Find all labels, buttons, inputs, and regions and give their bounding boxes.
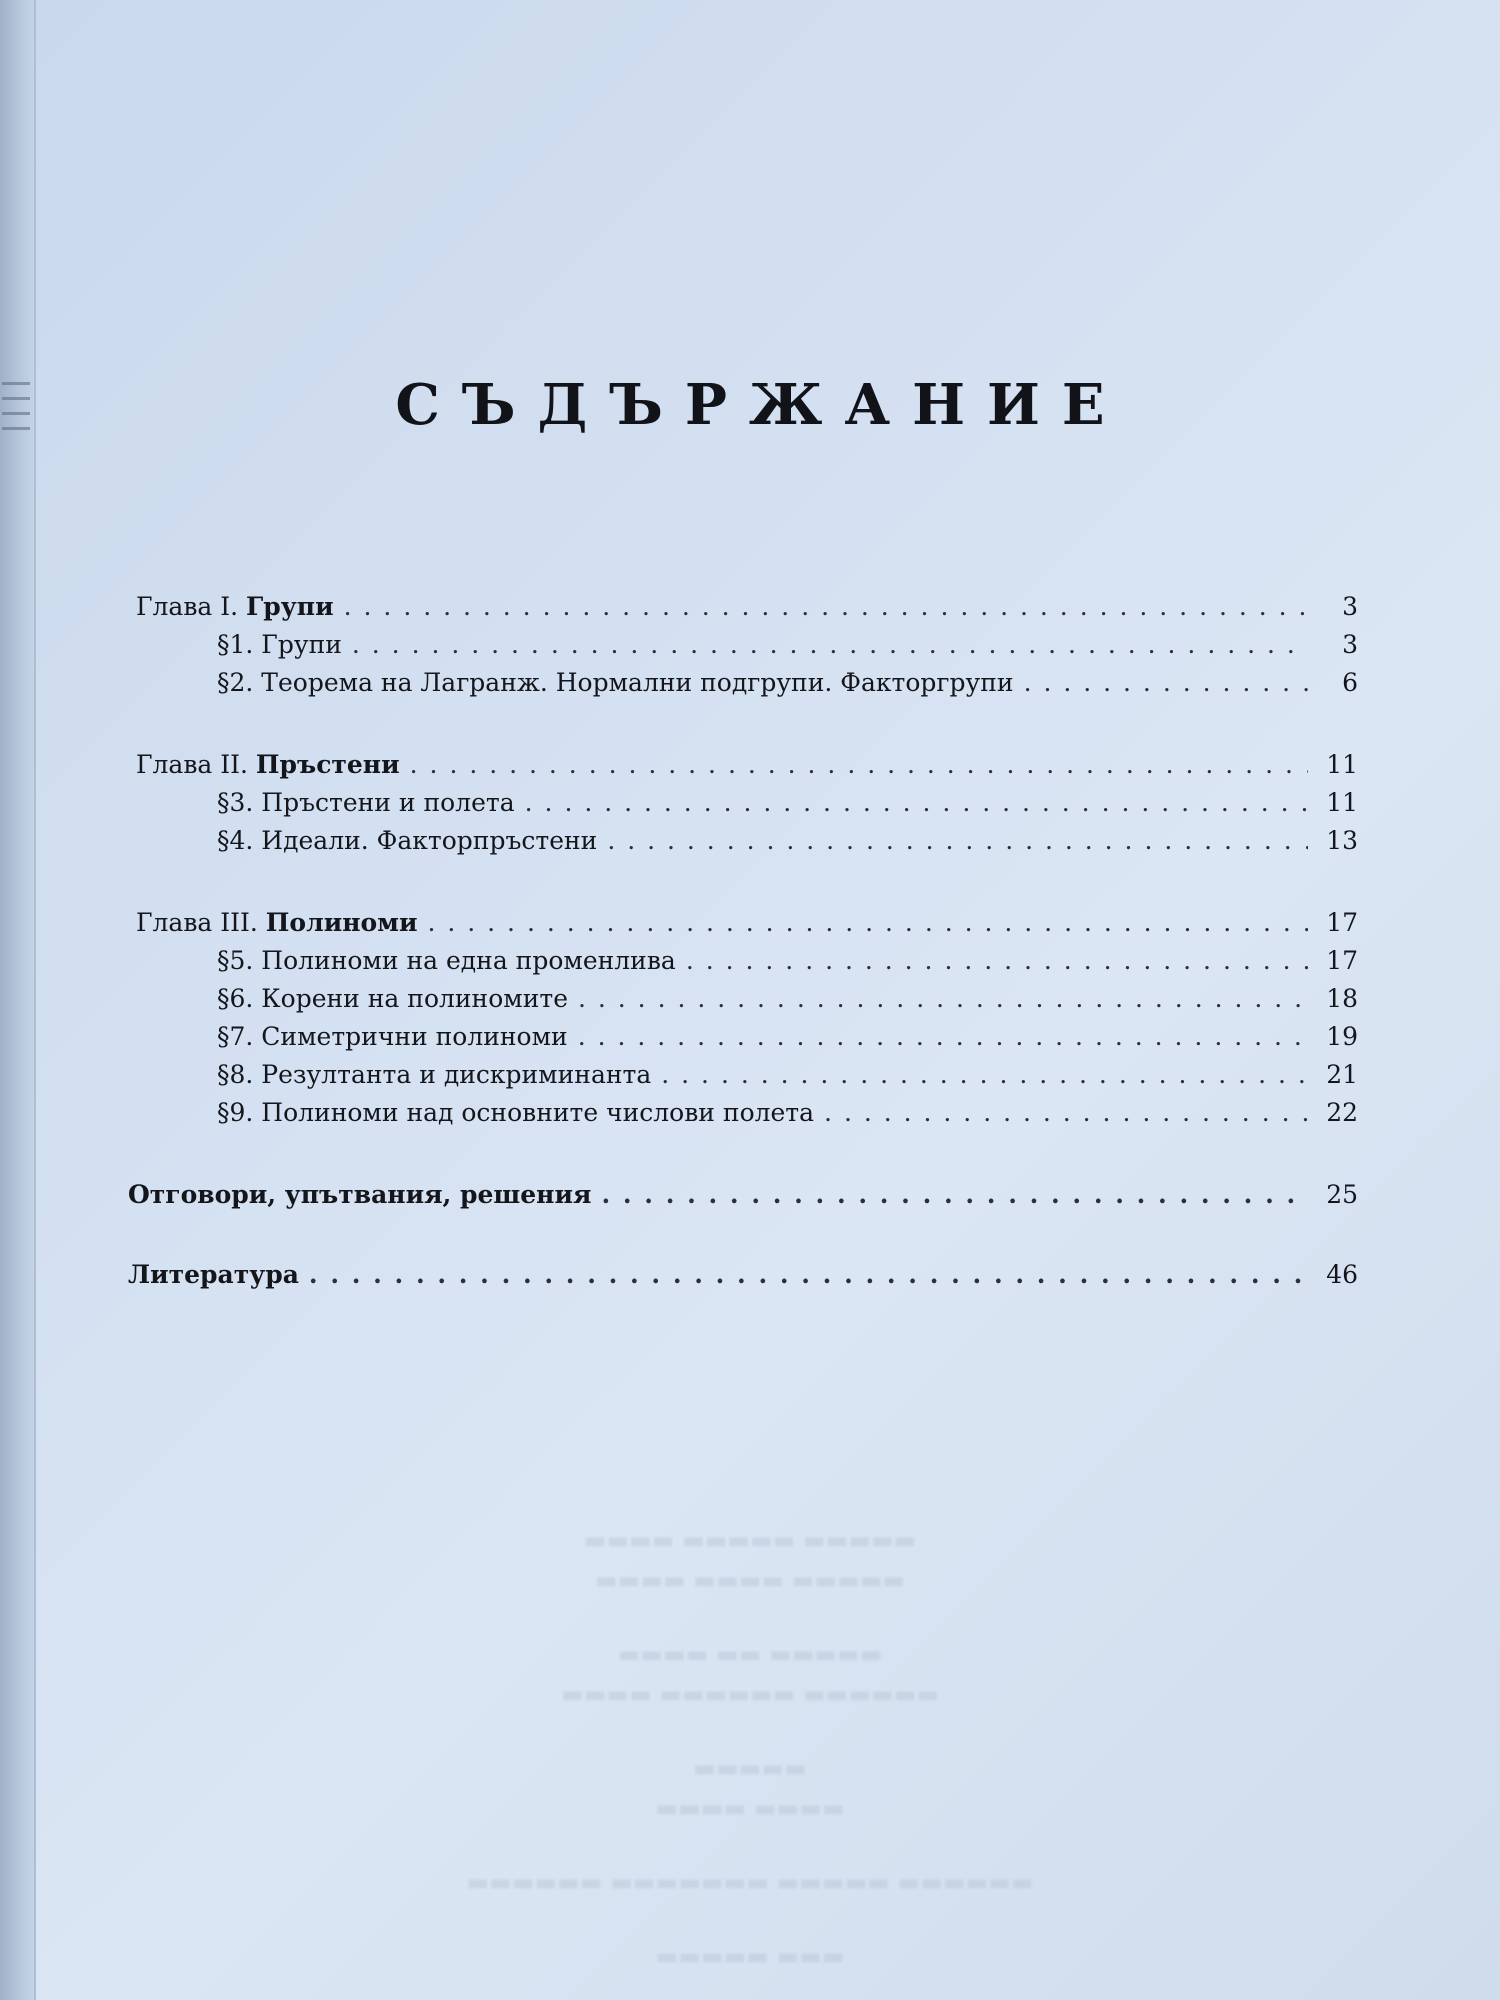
toc-page-number: 6: [1342, 668, 1358, 697]
dot-leader: [578, 1018, 1308, 1056]
toc-entry-label: §9. Полиноми над основните числови полета: [217, 1098, 815, 1127]
toc-section-5[interactable]: [217, 942, 1358, 980]
dot-leader: [1024, 664, 1308, 702]
dot-leader: [661, 1056, 1308, 1094]
toc-entry-label: Отговори, упътвания, решения: [128, 1180, 592, 1209]
toc-page-number: 13: [1326, 826, 1358, 855]
toc-section-3[interactable]: [217, 784, 1358, 822]
dot-leader: [410, 746, 1308, 784]
toc-page-number: 17: [1326, 946, 1358, 975]
toc-section-2[interactable]: [217, 664, 1358, 702]
table-of-contents: [0, 588, 1500, 1308]
toc-chapter-3[interactable]: [136, 904, 1358, 942]
toc-page-number: 46: [1326, 1260, 1358, 1289]
toc-entry-label: §5. Полиноми на една променлива: [217, 946, 676, 975]
page-title: СЪДЪРЖАНИЕ: [395, 372, 1127, 438]
dot-leader: [427, 904, 1308, 942]
toc-section-7[interactable]: [217, 1018, 1358, 1056]
toc-section-6[interactable]: [217, 980, 1358, 1018]
dot-leader: [352, 626, 1308, 664]
toc-entry-label: Глава I. Групи: [136, 592, 334, 621]
dot-leader: [309, 1256, 1308, 1294]
toc-chapter-2[interactable]: [136, 746, 1358, 784]
toc-section-9[interactable]: [217, 1094, 1358, 1132]
dot-leader: [601, 1176, 1308, 1214]
toc-page-number: 19: [1326, 1022, 1358, 1051]
toc-page-number: 3: [1342, 630, 1358, 659]
toc-section-8[interactable]: [217, 1056, 1358, 1094]
toc-chapter-1[interactable]: [136, 588, 1358, 626]
toc-page-number: 3: [1342, 592, 1358, 621]
dot-leader: [824, 1094, 1308, 1132]
dot-leader: [578, 980, 1308, 1018]
toc-entry-label: §7. Симетрични полиноми: [217, 1022, 568, 1051]
dot-leader: [607, 822, 1308, 860]
toc-page-number: 21: [1326, 1060, 1358, 1089]
toc-entry-label: Литература: [128, 1260, 299, 1289]
toc-page-number: 18: [1326, 984, 1358, 1013]
dot-leader: [344, 588, 1308, 626]
toc-page-number: 17: [1326, 908, 1358, 937]
toc-entry-label: §3. Пръстени и полета: [217, 788, 515, 817]
show-through-text: ▬▬▬▬ ▬▬▬▬▬ ▬▬▬▬▬ ▬▬▬▬ ▬▬▬▬ ▬▬▬▬▬ ▬▬▬▬ ▬▬ ▬▬▬▬▬ ▬▬▬▬ ▬▬▬▬▬▬ ▬▬▬▬▬▬ ▬▬▬▬▬ ▬▬▬▬ ▬▬▬▬ ▬▬▬▬▬▬ ▬▬▬▬▬▬▬ ▬▬▬▬▬ ▬▬▬▬▬▬ ▬▬▬▬▬ ▬▬▬: [466, 1526, 1034, 1970]
toc-section-1[interactable]: [217, 626, 1358, 664]
toc-entry-label: §1. Групи: [217, 630, 342, 659]
toc-entry-label: Глава II. Пръстени: [136, 750, 400, 779]
dot-leader: [686, 942, 1308, 980]
toc-entry-label: §8. Резултанта и дискриминанта: [217, 1060, 652, 1089]
toc-entry-label: Глава III. Полиноми: [136, 908, 418, 937]
toc-page-number: 11: [1326, 750, 1358, 779]
toc-page-number: 25: [1326, 1180, 1358, 1209]
toc-entry-label: §6. Корени на полиномите: [217, 984, 568, 1013]
toc-entry-label: §4. Идеали. Факторпръстени: [217, 826, 598, 855]
toc-bibliography[interactable]: [128, 1256, 1358, 1294]
toc-entry-label: §2. Теорема на Лагранж. Нормални подгрупи. Факторгрупи: [217, 668, 1014, 697]
toc-page-number: 22: [1326, 1098, 1358, 1127]
dot-leader: [525, 784, 1308, 822]
toc-section-4[interactable]: [217, 822, 1358, 860]
toc-answers[interactable]: [128, 1176, 1358, 1214]
toc-page-number: 11: [1326, 788, 1358, 817]
